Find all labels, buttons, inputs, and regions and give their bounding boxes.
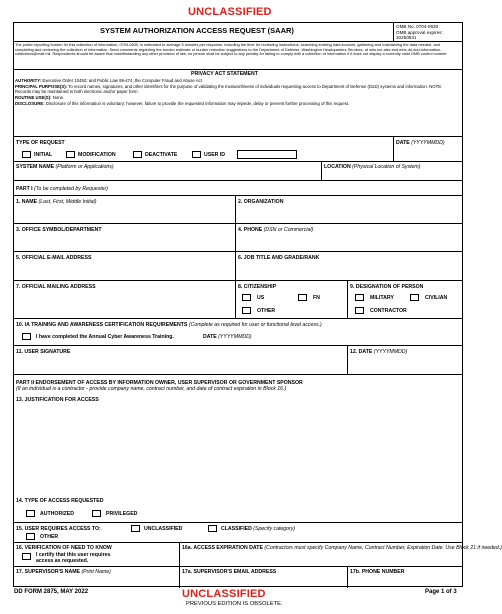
need-to-know-row: [13, 542, 502, 564]
location-label: LOCATION (Physical Location of System): [324, 164, 421, 170]
organization-input[interactable]: [238, 206, 458, 222]
user-signature-date-label: 12. DATE (YYYYMMDD): [350, 349, 408, 355]
user-id-checkbox[interactable]: [192, 151, 201, 158]
location-input[interactable]: [324, 170, 459, 180]
civilian-label: CIVILIAN: [425, 295, 448, 301]
citizenship-fn-label: FN: [313, 295, 320, 301]
user-signature-label: 11. USER SIGNATURE: [16, 349, 71, 355]
citizenship-fn-checkbox[interactable]: [298, 294, 307, 301]
office-symbol-input[interactable]: [16, 234, 231, 250]
training-date-input[interactable]: [248, 331, 328, 341]
user-requires-access-section: [13, 522, 463, 532]
access-other-checkbox[interactable]: [26, 533, 35, 540]
privacy-disclosure: DISCLOSURE: Disclosure of this information is voluntary; however, failure to provide the requested information may impede, delay or prevent further processing of this request.: [15, 101, 350, 106]
omb-number: OMB No. 0704-0630: [396, 24, 439, 29]
page-number: Page 1 of 3: [425, 589, 457, 595]
name-label: 1. NAME (Last, First, Middle Initial): [16, 199, 97, 205]
unclassified-label: UNCLASSIFIED: [144, 526, 183, 532]
contractor-label: CONTRACTOR: [370, 308, 407, 314]
user-signature-field[interactable]: [16, 356, 341, 373]
mailing-citizenship-row: [13, 280, 463, 318]
request-date-input[interactable]: [396, 148, 458, 160]
training-date-label: DATE (YYYYMMDD): [203, 334, 252, 340]
part1-section: [13, 180, 463, 195]
email-input[interactable]: [16, 262, 231, 279]
privileged-label: PRIVILEGED: [106, 511, 138, 517]
expiration-date-label: 16a. ACCESS EXPIRATION DATE (Contractors must specify Company Name, Contract Number, Expiration Date. Use Block 21 if needed.): [182, 545, 502, 551]
office-symbol-label: 3. OFFICE SYMBOL/DEPARTMENT: [16, 227, 102, 233]
privacy-act-box: [13, 69, 463, 136]
user-signature-date-input[interactable]: [350, 356, 458, 373]
contractor-checkbox[interactable]: [355, 307, 364, 314]
access-other-row: [13, 532, 463, 542]
form-title: SYSTEM AUTHORIZATION ACCESS REQUEST (SAAR): [100, 26, 294, 35]
user-signature-row: [13, 345, 463, 374]
part2-label: PART II ENDORSEMENT OF ACCESS BY INFORMATION OWNER, USER SUPERVISOR OR GOVERNMENT SPONSOR: [16, 380, 303, 386]
privileged-checkbox[interactable]: [92, 510, 101, 517]
type-of-request-label: TYPE OF REQUEST: [16, 140, 65, 146]
civilian-checkbox[interactable]: [410, 294, 419, 301]
designation-label: 9. DESIGNATION OF PERSON: [350, 284, 424, 290]
user-id-input[interactable]: [237, 150, 297, 159]
need-to-know-line1: I certify that this user requires: [36, 552, 111, 558]
supervisor-phone-label: 17b. PHONE NUMBER: [350, 569, 405, 575]
name-input[interactable]: [16, 206, 231, 222]
ia-training-label: 10. IA TRAINING AND AWARENESS CERTIFICATION REQUIREMENTS (Complete as required for user or functional level access.): [16, 322, 322, 328]
justification-label: 13. JUSTIFICATION FOR ACCESS: [16, 397, 99, 403]
mailing-address-input[interactable]: [16, 291, 231, 317]
user-id-label: USER ID: [204, 152, 226, 158]
justification-input[interactable]: [16, 404, 456, 494]
supervisor-email-label: 17a. SUPERVISOR'S EMAIL ADDRESS: [182, 569, 277, 575]
citizenship-us-label: US: [257, 295, 265, 301]
classification-top: UNCLASSIFIED: [188, 6, 272, 18]
type-of-request-section: [13, 136, 463, 161]
omb-expires-label: OMB approval expires:: [396, 30, 443, 35]
deactivate-label: DEACTIVATE: [145, 152, 178, 158]
name-org-row: [13, 195, 463, 223]
burden-statement: The public reporting burden for this collection of information, 0704-0630, is estimated to average 5 minutes per response, including the time for reviewing instructions, searching existing data sources, gathering and maintaining the data needed, and completing and reviewing the collection of information. Send comments regarding the burden estimate or burden reduction suggestions to the Department of Defense, Washington Headquarters Services, at whs.mc-alex.esd.mbx.dd-dod-information-collections@mail.mil. Respondents should be aware that notwithstanding any other provision of law, no person shall be subject to any penalty for failing to comply with a collection of information if it does not display a currently valid OMB control number.: [15, 42, 448, 57]
privacy-routine-use: ROUTINE USE(S): None.: [15, 95, 65, 100]
system-name-label: SYSTEM NAME (Platform or Applications): [16, 164, 114, 170]
deactivate-checkbox[interactable]: [133, 151, 142, 158]
mailing-address-label: 7. OFFICIAL MAILING ADDRESS: [16, 284, 96, 290]
privacy-heading: PRIVACY ACT STATEMENT: [191, 71, 258, 77]
citizenship-us-checkbox[interactable]: [242, 294, 251, 301]
authorized-checkbox[interactable]: [26, 510, 35, 517]
burden-statement-box: [13, 41, 463, 69]
previous-edition-note: PREVIOUS EDITION IS OBSOLETE.: [186, 601, 283, 607]
need-to-know-label: 16. VERIFICATION OF NEED TO KNOW: [16, 545, 112, 551]
classified-checkbox[interactable]: [208, 525, 217, 532]
unclassified-checkbox[interactable]: [131, 525, 140, 532]
initial-checkbox[interactable]: [22, 151, 31, 158]
part2-section: [13, 374, 463, 394]
office-phone-row: [13, 223, 463, 251]
supervisor-row: [13, 566, 463, 575]
omb-expires-date: 20250531: [396, 35, 417, 40]
job-title-label: 6. JOB TITLE AND GRADE/RANK: [238, 255, 320, 261]
classified-label: CLASSIFIED (Specify category): [221, 526, 296, 532]
organization-label: 2. ORGANIZATION: [238, 199, 284, 205]
ia-training-section: [13, 318, 463, 345]
phone-label: 4. PHONE (DSN or Commercial): [238, 227, 314, 233]
military-checkbox[interactable]: [355, 294, 364, 301]
system-name-input[interactable]: [16, 170, 316, 180]
email-job-row: [13, 251, 463, 280]
privacy-authority: AUTHORITY: Executive Order 10450; and Public Law 99-474, the Computer Fraud and Abuse Act: [15, 78, 202, 83]
citizenship-other-checkbox[interactable]: [242, 307, 251, 314]
supervisor-name-label: 17. SUPERVISOR'S NAME (Print Name): [16, 569, 111, 575]
need-to-know-checkbox[interactable]: [22, 553, 31, 560]
part1-label: PART I (To be completed by Requester): [16, 186, 108, 192]
modification-label: MODIFICATION: [78, 152, 116, 158]
need-to-know-line2: access as requested.: [36, 558, 89, 564]
phone-input[interactable]: [238, 234, 458, 250]
citizenship-label: 8. CITIZENSHIP: [238, 284, 277, 290]
cyber-training-label: I have completed the Annual Cyber Awareness Training.: [36, 334, 174, 340]
citizenship-other-label: OTHER: [257, 308, 276, 314]
system-name-section: [13, 161, 463, 180]
privacy-purpose: PRINCIPAL PURPOSE(S): To record names, signatures, and other identifiers for the purpose of validating the trustworthiness of individuals requesting access to Department of Defense (DoD) systems and information. NOTE: Records may be maintained in both electronic and/or paper form: [15, 84, 443, 95]
access-type-options: [13, 508, 463, 522]
military-label: MILITARY: [370, 295, 394, 301]
cyber-training-checkbox[interactable]: [22, 333, 31, 340]
email-label: 5. OFFICIAL E-MAIL ADDRESS: [16, 255, 92, 261]
initial-label: INITIAL: [34, 152, 53, 158]
part2-hint: (If an individual is a contractor - provide company name, contract number, and date of contract expiration in Block 16.): [16, 386, 287, 392]
modification-checkbox[interactable]: [66, 151, 75, 158]
request-date-label: DATE (YYYYMMDD): [396, 140, 445, 146]
form-number: DD FORM 2875, MAY 2022: [14, 589, 89, 595]
user-requires-access-label: 15. USER REQUIRES ACCESS TO:: [16, 526, 101, 532]
classification-bottom: UNCLASSIFIED: [182, 588, 266, 600]
authorized-label: AUTHORIZED: [40, 511, 75, 517]
access-other-label: OTHER: [40, 534, 59, 540]
job-title-input[interactable]: [238, 262, 458, 279]
type-of-access-label: 14. TYPE OF ACCESS REQUESTED: [16, 498, 104, 504]
